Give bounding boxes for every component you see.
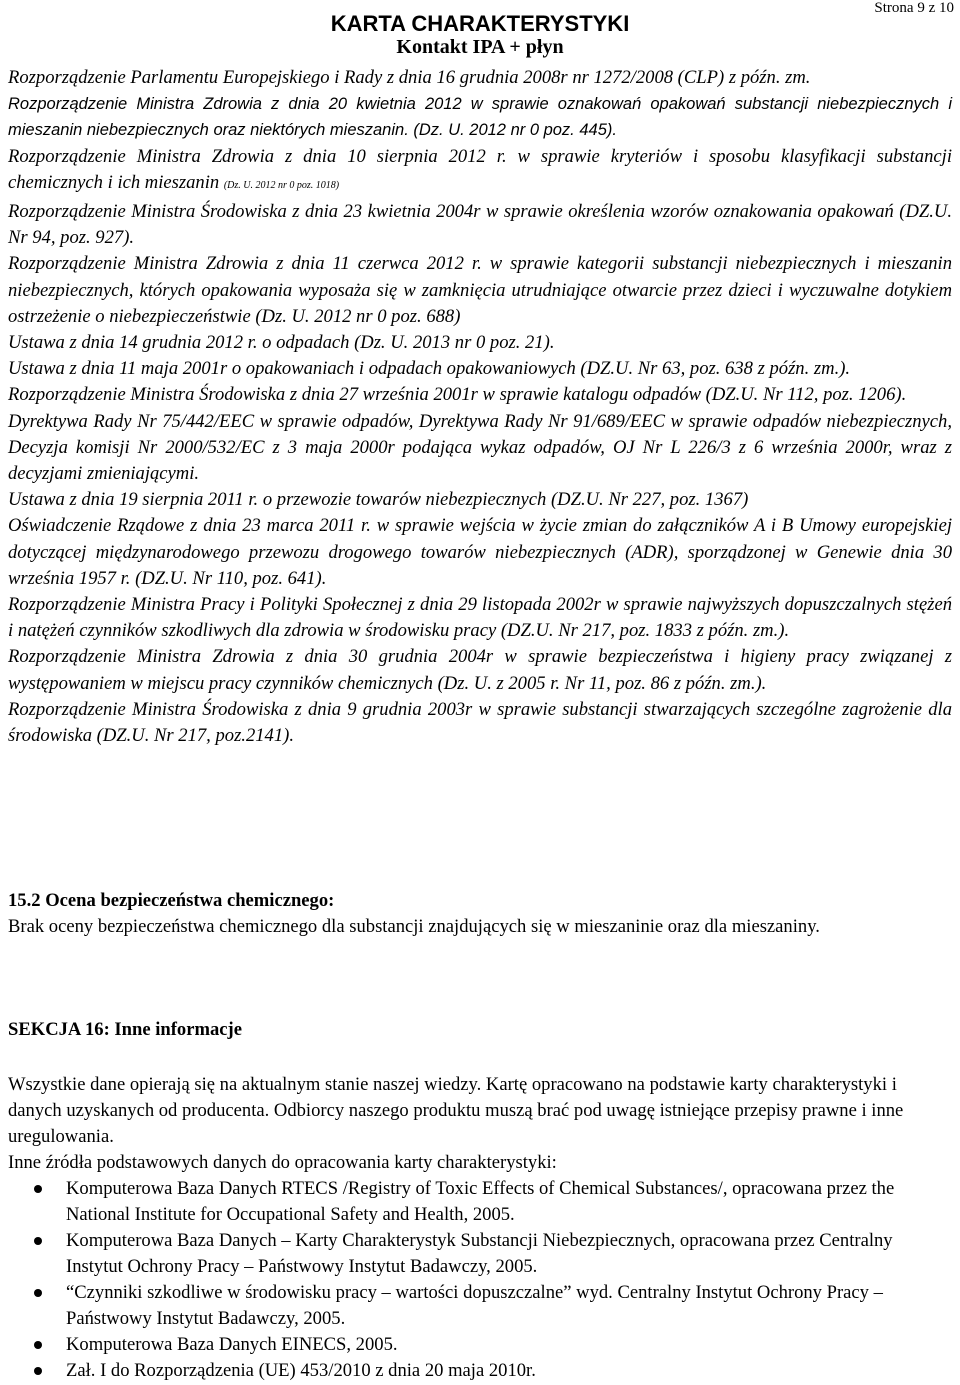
reference-item: Rozporządzenie Ministra Zdrowia z dnia 11 czerwca 2012 r. w sprawie kategorii substancji niebezpiecznych i mieszanin niebezpiecznych, których opakowania wyposaża się w zamknięcia utrudniające otwarcie przez dzieci i wyczuwalne dotykiem ostrzeżenie o niebezpieczeństwie (Dz. U. 2012 nr 0 poz. 688)	[8, 253, 952, 327]
section-heading: SEKCJA 16: Inne informacje	[8, 1019, 242, 1040]
reference-item: Oświadczenie Rządowe z dnia 23 marca 2011 r. w sprawie wejścia w życie zmian do załączników A i B Umowy europejskiej dotyczącej międzynarodowego przewozu drogowego towarów niebezpiecznych (ADR), sporządzonej w Genewie dnia 30 września 1957 r. (DZ.U. Nr 110, poz. 641).	[8, 515, 952, 589]
section-text: Brak oceny bezpieczeństwa chemicznego dla substancji znajdujących się w mieszaninie oraz dla mieszaniny.	[8, 916, 820, 937]
list-item: “Czynniki szkodliwe w środowisku pracy – wartości dopuszczalne” wyd. Centralny Instytut Ochrony Pracy – Państwowy Instytut Badawczy, 2005.	[8, 1280, 952, 1332]
section-15-2	[8, 888, 952, 940]
reference-item: Rozporządzenie Ministra Zdrowia z dnia 10 sierpnia 2012 r. w sprawie kryteriów i sposobu klasyfikacji substancji chemicznych i ich mieszanin (Dz. U. 2012 nr 0 poz. 1018)	[8, 145, 952, 193]
bullet-icon	[34, 1341, 42, 1349]
bullet-icon	[34, 1367, 42, 1375]
reference-item: Rozporządzenie Ministra Środowiska z dnia 9 grudnia 2003r w sprawie substancji stwarzających szczególne zagrożenie dla środowiska (DZ.U. Nr 217, poz.2141).	[8, 698, 952, 747]
document-header	[0, 12, 960, 58]
legal-references	[8, 65, 952, 749]
document-title: KARTA CHARAKTERYSTYKI	[330, 11, 630, 36]
reference-item: Rozporządzenie Ministra Zdrowia z dnia 20 kwietnia 2012 w sprawie oznakowań opakowań substancji niebezpiecznych i mieszanin niebezpiecznych oraz niektórych mieszanin. (Dz. U. 2012 nr 0 poz. 445).	[8, 95, 952, 140]
reference-citation: (Dz. U. 2012 nr 0 poz. 1018)	[223, 179, 340, 191]
list-item: Zał. I do Rozporządzenia (UE) 453/2010 z dnia 20 maja 2010r.	[8, 1358, 952, 1384]
list-item: Komputerowa Baza Danych – Karty Charakterystyk Substancji Niebezpiecznych, opracowana przez Centralny Instytut Ochrony Pracy – Państwowy Instytut Badawczy, 2005.	[8, 1228, 952, 1280]
reference-item: Rozporządzenie Ministra Środowiska z dnia 27 września 2001r w sprawie katalogu odpadów (DZ.U. Nr 112, poz. 1206).	[8, 384, 907, 406]
reference-item: Ustawa z dnia 11 maja 2001r o opakowaniach i odpadach opakowaniowych (DZ.U. Nr 63, poz. 638 z późn. zm.).	[8, 358, 851, 380]
reference-item: Rozporządzenie Ministra Pracy i Polityki Społecznej z dnia 29 listopada 2002r w sprawie najwyższych dopuszczalnych stężeń i natężeń czynników szkodliwych dla zdrowia w środowisku pracy (DZ.U. Nr 217, poz. 1833 z późn. zm.).	[8, 594, 952, 642]
reference-item: Rozporządzenie Parlamentu Europejskiego i Rady z dnia 16 grudnia 2008r nr 1272/2008 (CLP) z późn. zm.	[8, 67, 811, 88]
list-item: Komputerowa Baza Danych RTECS /Registry of Toxic Effects of Chemical Substances/, opracowana przez the National Institute for Occupational Safety and Health, 2005.	[8, 1176, 952, 1228]
bullet-icon	[34, 1237, 42, 1245]
section-16	[8, 1017, 952, 1384]
product-name: Kontakt IPA + płyn	[396, 36, 564, 58]
section-heading: 15.2 Ocena bezpieczeństwa chemicznego:	[8, 890, 335, 911]
reference-item: Rozporządzenie Ministra Środowiska z dnia 23 kwietnia 2004r w sprawie określenia wzorów oznakowania opakowań (DZ.U. Nr 94, poz. 927).	[8, 201, 952, 249]
reference-item: Rozporządzenie Ministra Zdrowia z dnia 30 grudnia 2004r w sprawie bezpieczeństwa i higieny pracy związanej z występowaniem w miejscu pracy czynników chemicznych (Dz. U. z 2005 r. Nr 11, poz. 86 z późn. zm.).	[8, 646, 952, 694]
reference-item: Ustawa z dnia 19 sierpnia 2011 r. o przewozie towarów niebezpiecznych (DZ.U. Nr 227, poz. 1367)	[8, 489, 749, 511]
sources-list	[8, 1176, 952, 1384]
reference-item: Dyrektywa Rady Nr 75/442/EEC w sprawie odpadów, Dyrektywa Rady Nr 91/689/EEC w sprawie odpadów niebezpiecznych, Decyzja komisji Nr 2000/532/EC z 3 maja 2000r podająca wykaz odpadów, OJ Nr L 226/3 z 6 września 2000r, wraz z decyzjami zmieniającymi.	[8, 410, 952, 485]
bullet-icon	[34, 1289, 42, 1297]
reference-item: Ustawa z dnia 14 grudnia 2012 r. o odpadach (Dz. U. 2013 nr 0 poz. 21).	[8, 332, 555, 354]
bullet-icon	[34, 1185, 42, 1193]
list-item: Komputerowa Baza Danych EINECS, 2005.	[8, 1332, 952, 1358]
page-number: Strona 9 z 10	[874, 0, 954, 16]
sources-intro: Inne źródła podstawowych danych do opracowania karty charakterystyki:	[8, 1152, 557, 1173]
section-paragraph: Wszystkie dane opierają się na aktualnym stanie naszej wiedzy. Kartę opracowano na podstawie karty charakterystyki i danych uzyskanych od producenta. Odbiorcy naszego produktu muszą brać pod uwagę istniejące przepisy prawne i inne uregulowania.	[8, 1074, 904, 1147]
